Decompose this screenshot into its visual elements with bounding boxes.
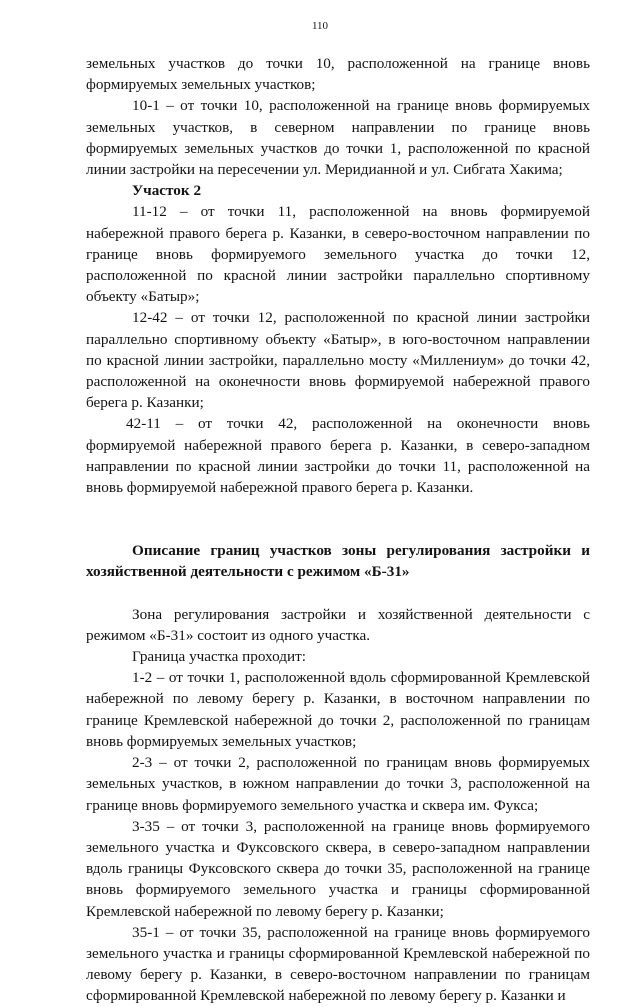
page-number: 110 [311,20,329,32]
title-spacer [86,583,590,604]
boundary-label: Граница участка проходит: [132,648,306,666]
section-spacer [86,498,590,540]
paragraph-segment-35-1: 35-1 – от точки 35, расположенной на границе вновь формируемого земельного участка и границы сформированной Кремлевской набережной по левому берегу р. Казанки, в северо-восточном направлении по границам сформированной Кремлевской набережной по левому берегу р. Казанки и [86,923,590,1005]
paragraph-segment-10-1: 10-1 – от точки 10, расположенной на границе вновь формируемых земельных участков, в северном направлении по границе вновь формируемых земельных участков до точки 1, расположенной по красной линии застройки на пересечении ул. Меридианной и ул. Сибгата Хакима; [86,97,590,179]
paragraph-segment-12-42: 12-42 – от точки 12, расположенной по красной линии застройки параллельно спортивному объекту «Батыр», в юго-восточном направлении по красной линии застройки, параллельно мосту «Миллениум» до точки 42, расположенной на оконечности вновь формируемой набережной правого берега р. Казанки; [86,309,590,412]
paragraph-segment-1-2: 1-2 – от точки 1, расположенной вдоль сформированной Кремлевской набережной по левому берегу р. Казанки, в восточном направлении по границе Кремлевской набережной до точки 2, расположенной по границам вновь формируемых земельных участков; [86,669,590,750]
paragraph-segment-3-35: 3-35 – от точки 3, расположенной на границе вновь формируемого земельного участка и Фуксовского сквера, в северо-западном направлении вдоль границы Фуксовского сквера до точки 35, расположенной на границе вновь формируемого земельного участка и границы сформированной Кремлевской набережной по левому берегу р. Казанки; [86,817,590,920]
plot-2-heading: Участок 2 [132,182,202,200]
paragraph-segment-2-3: 2-3 – от точки 2, расположенной по границам вновь формируемых земельных участков, в южном направлении до точки 3, расположенной на границе вновь формируемого земельного участка и сквера им. Фукса; [86,754,590,814]
paragraph-segment-42-11: 42-11 – от точки 42, расположенной на оконечности вновь формируемой набережной правого берега р. Казанки, в северо-западном направлении по красной линии застройки до точки 11, расположенной на вновь формируемой набережной правого берега р. Казанки. [86,415,590,497]
paragraph-segment-11-12: 11-12 – от точки 11, расположенной на вновь формируемой набережной правого берега р. Казанки, в северо-восточном направлении по границе вновь формируемого земельного участка до точки 12, расположенной по красной линии застройки параллельно спортивному объекту «Батыр»; [86,203,590,306]
paragraph-continuation: земельных участков до точки 10, расположенной на границе вновь формируемых земельных участков; [86,55,590,94]
document-body [86,53,590,1007]
section-title: Описание границ участков зоны регулирования застройки и хозяйственной деятельности с режимом «Б-31» [86,542,590,581]
section-intro: Зона регулирования застройки и хозяйственной деятельности с режимом «Б-31» состоит из одного участка. [86,605,590,644]
